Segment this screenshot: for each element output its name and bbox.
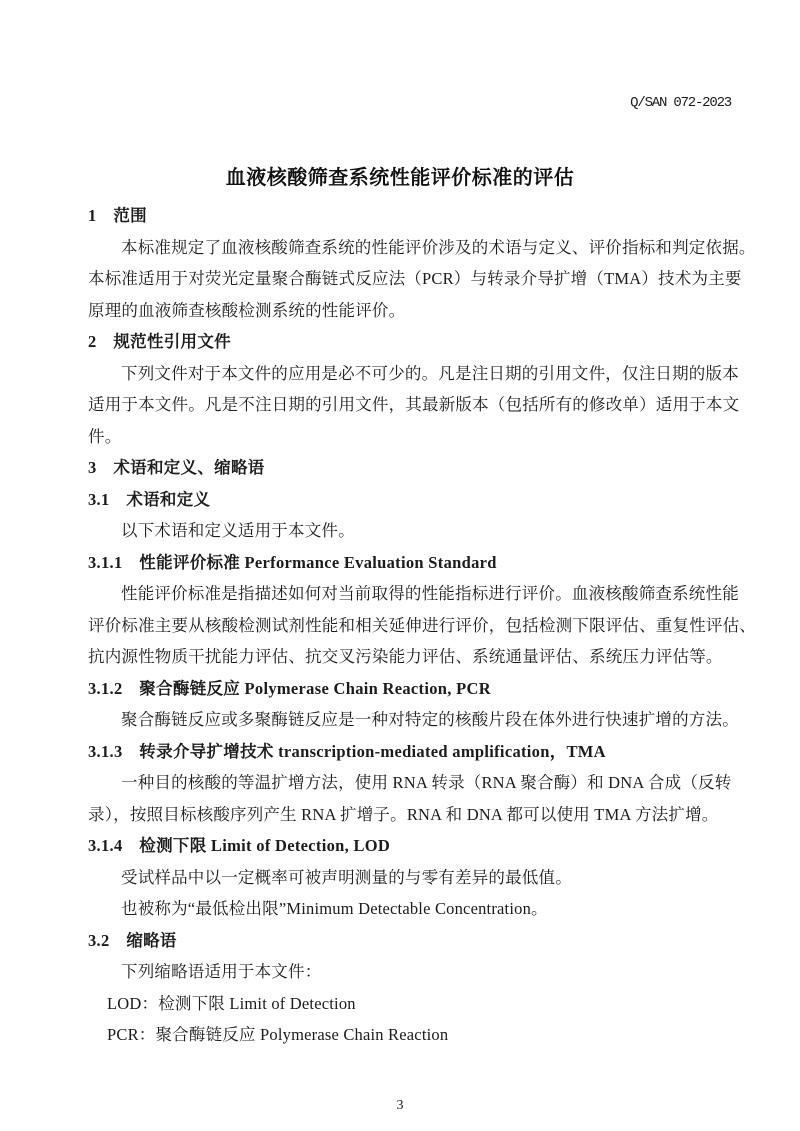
section-heading-3-1-2: 3.1.2 聚合酶链反应 Polymerase Chain Reaction, PCR: [88, 678, 491, 698]
section-heading-3-1-1: 3.1.1 性能评价标准 Performance Evaluation Standard: [88, 552, 497, 572]
body-line: 本标准适用于对荧光定量聚合酶链式反应法（PCR）与转录介导扩增（TMA）技术为主要: [88, 269, 742, 288]
abbr-line-lod: LOD：检测下限 Limit of Detection: [107, 993, 356, 1013]
section-heading-3-1-3: 3.1.3 转录介导扩增技术 transcription-mediated amplification，TMA: [88, 741, 606, 761]
body-line: 受试样品中以一定概率可被声明测量的与零有差异的最低值。: [121, 867, 572, 887]
section-heading-3: 3 术语和定义、缩略语: [88, 458, 265, 477]
body-line: 本标准规定了血液核酸筛查系统的性能评价涉及的术语与定义、评价指标和判定依据。: [121, 237, 756, 257]
body-line: 也被称为“最低检出限”Minimum Detectable Concentration。: [121, 899, 548, 918]
body-line: 件。: [88, 426, 122, 446]
body-line: 以下术语和定义适用于本文件。: [121, 521, 355, 540]
section-heading-3-2: 3.2 缩略语: [88, 930, 177, 950]
document-body: [88, 200, 756, 1051]
body-line: 性能评价标准是指描述如何对当前取得的性能指标进行评价。血液核酸筛查系统性能: [121, 584, 739, 603]
body-line: 一种目的核酸的等温扩增方法，使用 RNA 转录（RNA 聚合酶）和 DNA 合成（反转: [121, 773, 732, 792]
abbr-line-pcr: PCR：聚合酶链反应 Polymerase Chain Reaction: [107, 1025, 449, 1044]
page-number: 3: [396, 1098, 404, 1113]
body-line: 原理的血液筛查核酸检测系统的性能评价。: [88, 300, 406, 320]
body-line: 聚合酶链反应或多聚酶链反应是一种对特定的核酸片段在体外进行快速扩增的方法。: [121, 710, 739, 729]
body-line: 评价标准主要从核酸检测试剂性能和相关延伸进行评价，包括检测下限评估、重复性评估、: [88, 615, 756, 635]
body-line: 抗内源性物质干扰能力评估、抗交叉污染能力评估、系统通量评估、系统压力评估等。: [88, 647, 723, 666]
body-line: 下列缩略语适用于本文件：: [121, 962, 322, 981]
section-heading-1: 1 范围: [88, 206, 147, 225]
section-heading-2: 2 规范性引用文件: [88, 332, 231, 351]
section-heading-3-1-4: 3.1.4 检测下限 Limit of Detection, LOD: [88, 836, 391, 855]
doc-number: Q/SAN 072-2023: [630, 95, 731, 111]
body-line: 适用于本文件。凡是不注日期的引用文件，其最新版本（包括所有的修改单）适用于本文: [88, 395, 740, 414]
body-line: 录），按照目标核酸序列产生 RNA 扩增子。RNA 和 DNA 都可以使用 TMA 方法扩增。: [88, 804, 719, 824]
section-heading-3-1: 3.1 术语和定义: [88, 489, 211, 509]
document-title: 血液核酸筛查系统性能评价标准的评估: [225, 167, 575, 189]
body-line: 下列文件对于本文件的应用是必不可少的。凡是注日期的引用文件，仅注日期的版本: [121, 363, 739, 383]
